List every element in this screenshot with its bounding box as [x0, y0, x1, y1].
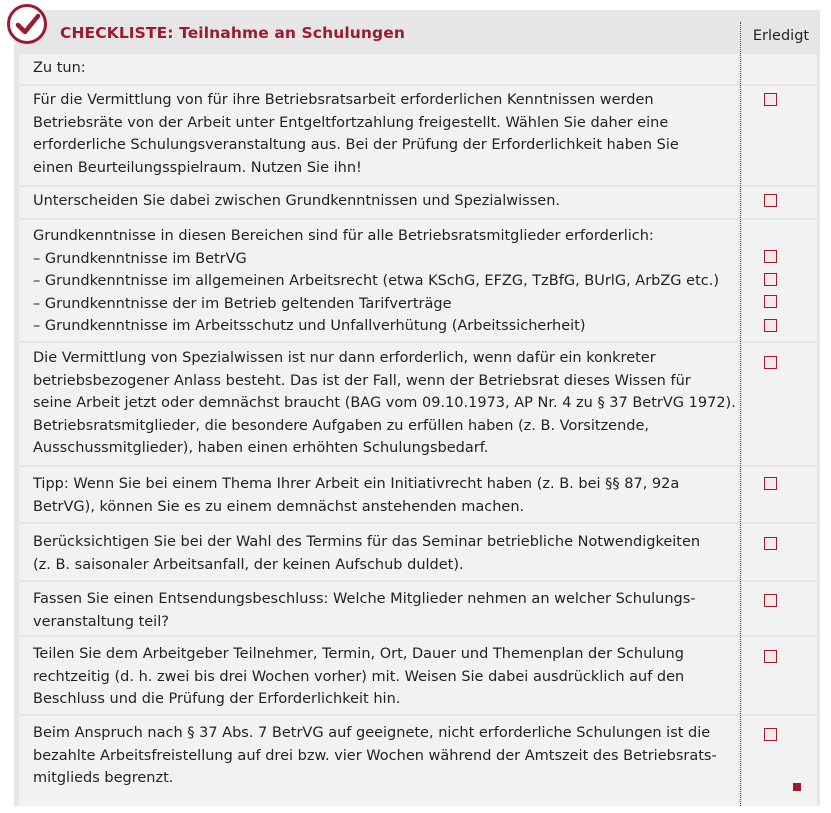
item-text-line: Teilen Sie dem Arbeitgeber Teilnehmer, Termin, Ort, Dauer und Themenplan der Schulung [33, 646, 684, 662]
item-text-line: (z. B. saisonaler Arbeitsanfall, der keinen Aufschub duldet). [33, 556, 464, 573]
checkmark-logo-icon [7, 4, 47, 44]
item-text-line: seine Arbeit jetzt oder demnächst braucht (BAG vom 09.10.1973, AP Nr. 4 zu § 37 BetrVG 1972). [33, 395, 736, 411]
todo-header-row [19, 54, 738, 84]
done-cell [742, 86, 817, 185]
item-text-line: Die Vermittlung von Spezialwissen ist nur dann erforderlich, wenn dafür ein konkreter [33, 350, 656, 366]
done-checkbox[interactable] [764, 194, 777, 207]
item-text-line: Ausschussmitglieder), haben einen erhöhten Schulungsbedarf. [33, 440, 489, 456]
done-cell [742, 54, 817, 84]
done-cell [742, 716, 817, 806]
done-cell [742, 343, 817, 465]
done-cell [742, 220, 817, 341]
item-text-line: Tipp: Wenn Sie bei einem Thema Ihrer Arbeit ein Initiativrecht haben (z. B. bei §§ 87, 92a [33, 476, 680, 492]
item-text-line: bezahlte Arbeitsfreistellung auf drei bzw. vier Wochen während der Amtszeit des Betriebsrats- [33, 747, 717, 764]
done-checkbox[interactable] [764, 295, 777, 308]
item-text-line: Für die Vermittlung von für ihre Betriebsratsarbeit erforderlichen Kenntnissen werden [33, 92, 654, 108]
item-text-line: veranstaltung teil? [33, 613, 169, 630]
todo-label: Zu tun: [33, 60, 86, 76]
done-cell [742, 524, 817, 580]
done-checkbox[interactable] [764, 250, 777, 263]
done-checkbox[interactable] [764, 273, 777, 286]
item-text-line: einen Beurteilungsspielraum. Nutzen Sie ihn! [33, 159, 362, 176]
item-text-line: betriebsbezogener Anlass besteht. Das ist der Fall, wenn der Betriebsrat dieses Wissen für [33, 372, 691, 389]
done-cell [742, 582, 817, 635]
item-text-line: Fassen Sie einen Entsendungsbeschluss: Welche Mitglieder nehmen an welcher Schulungs- [33, 591, 696, 607]
item-text-line: Unterscheiden Sie dabei zwischen Grundkenntnissen und Spezialwissen. [33, 193, 560, 209]
item-text-line: Grundkenntnisse in diesen Bereichen sind für alle Betriebsratsmitglieder erforderlich: [33, 228, 654, 244]
done-cell [742, 187, 817, 218]
item-text-line: mitglieds begrenzt. [33, 770, 174, 786]
item-text-line: BetrVG), können Sie es zu einem demnächst anstehenden machen. [33, 498, 525, 515]
item-text-line: Betriebsratsmitglieder, die besondere Aufgaben zu erfüllen haben (z. B. Vorsitzende, [33, 417, 650, 434]
item-text-line: – Grundkenntnisse im allgemeinen Arbeitsrecht (etwa KSchG, EFZG, TzBfG, BUrlG, ArbZG etc.) [33, 273, 719, 289]
done-cell [742, 467, 817, 522]
done-checkbox[interactable] [764, 728, 777, 741]
item-text-line: – Grundkenntnisse im BetrVG [33, 250, 247, 267]
done-checkbox[interactable] [764, 93, 777, 106]
item-text-line: Beschluss und die Prüfung der Erforderlichkeit hin. [33, 691, 401, 707]
item-text-line: rechtzeitig (d. h. zwei bis drei Wochen vorher) mit. Weisen Sie dabei ausdrücklich auf den [33, 668, 685, 685]
done-checkbox[interactable] [764, 594, 777, 607]
checklist-title: CHECKLISTE: Teilnahme an Schulungen [60, 24, 405, 42]
done-checkbox[interactable] [764, 537, 777, 550]
item-text-line: Betriebsräte von der Arbeit unter Entgeltfortzahlung freigestellt. Wählen Sie daher eine [33, 114, 669, 131]
item-text-line: erforderliche Schulungsveranstaltung aus. Bei der Prüfung der Erforderlichkeit haben Sie [33, 137, 679, 153]
done-checkbox[interactable] [764, 650, 777, 663]
item-text-line: Berücksichtigen Sie bei der Wahl des Termins für das Seminar betriebliche Notwendigkeiten [33, 534, 701, 550]
item-text-line: Beim Anspruch nach § 37 Abs. 7 BetrVG auf geeignete, nicht erforderliche Schulungen ist die [33, 725, 711, 741]
end-mark [793, 783, 801, 791]
done-checkbox[interactable] [764, 356, 777, 369]
done-checkbox[interactable] [764, 477, 777, 490]
item-text-line: – Grundkenntnisse im Arbeitsschutz und Unfallverhütung (Arbeitssicherheit) [33, 318, 586, 334]
done-checkbox[interactable] [764, 319, 777, 332]
item-text-line: – Grundkenntnisse der im Betrieb geltenden Tarifverträge [33, 295, 452, 312]
done-column-header: Erledigt [752, 28, 810, 44]
column-separator [740, 22, 741, 806]
done-cell [742, 637, 817, 714]
